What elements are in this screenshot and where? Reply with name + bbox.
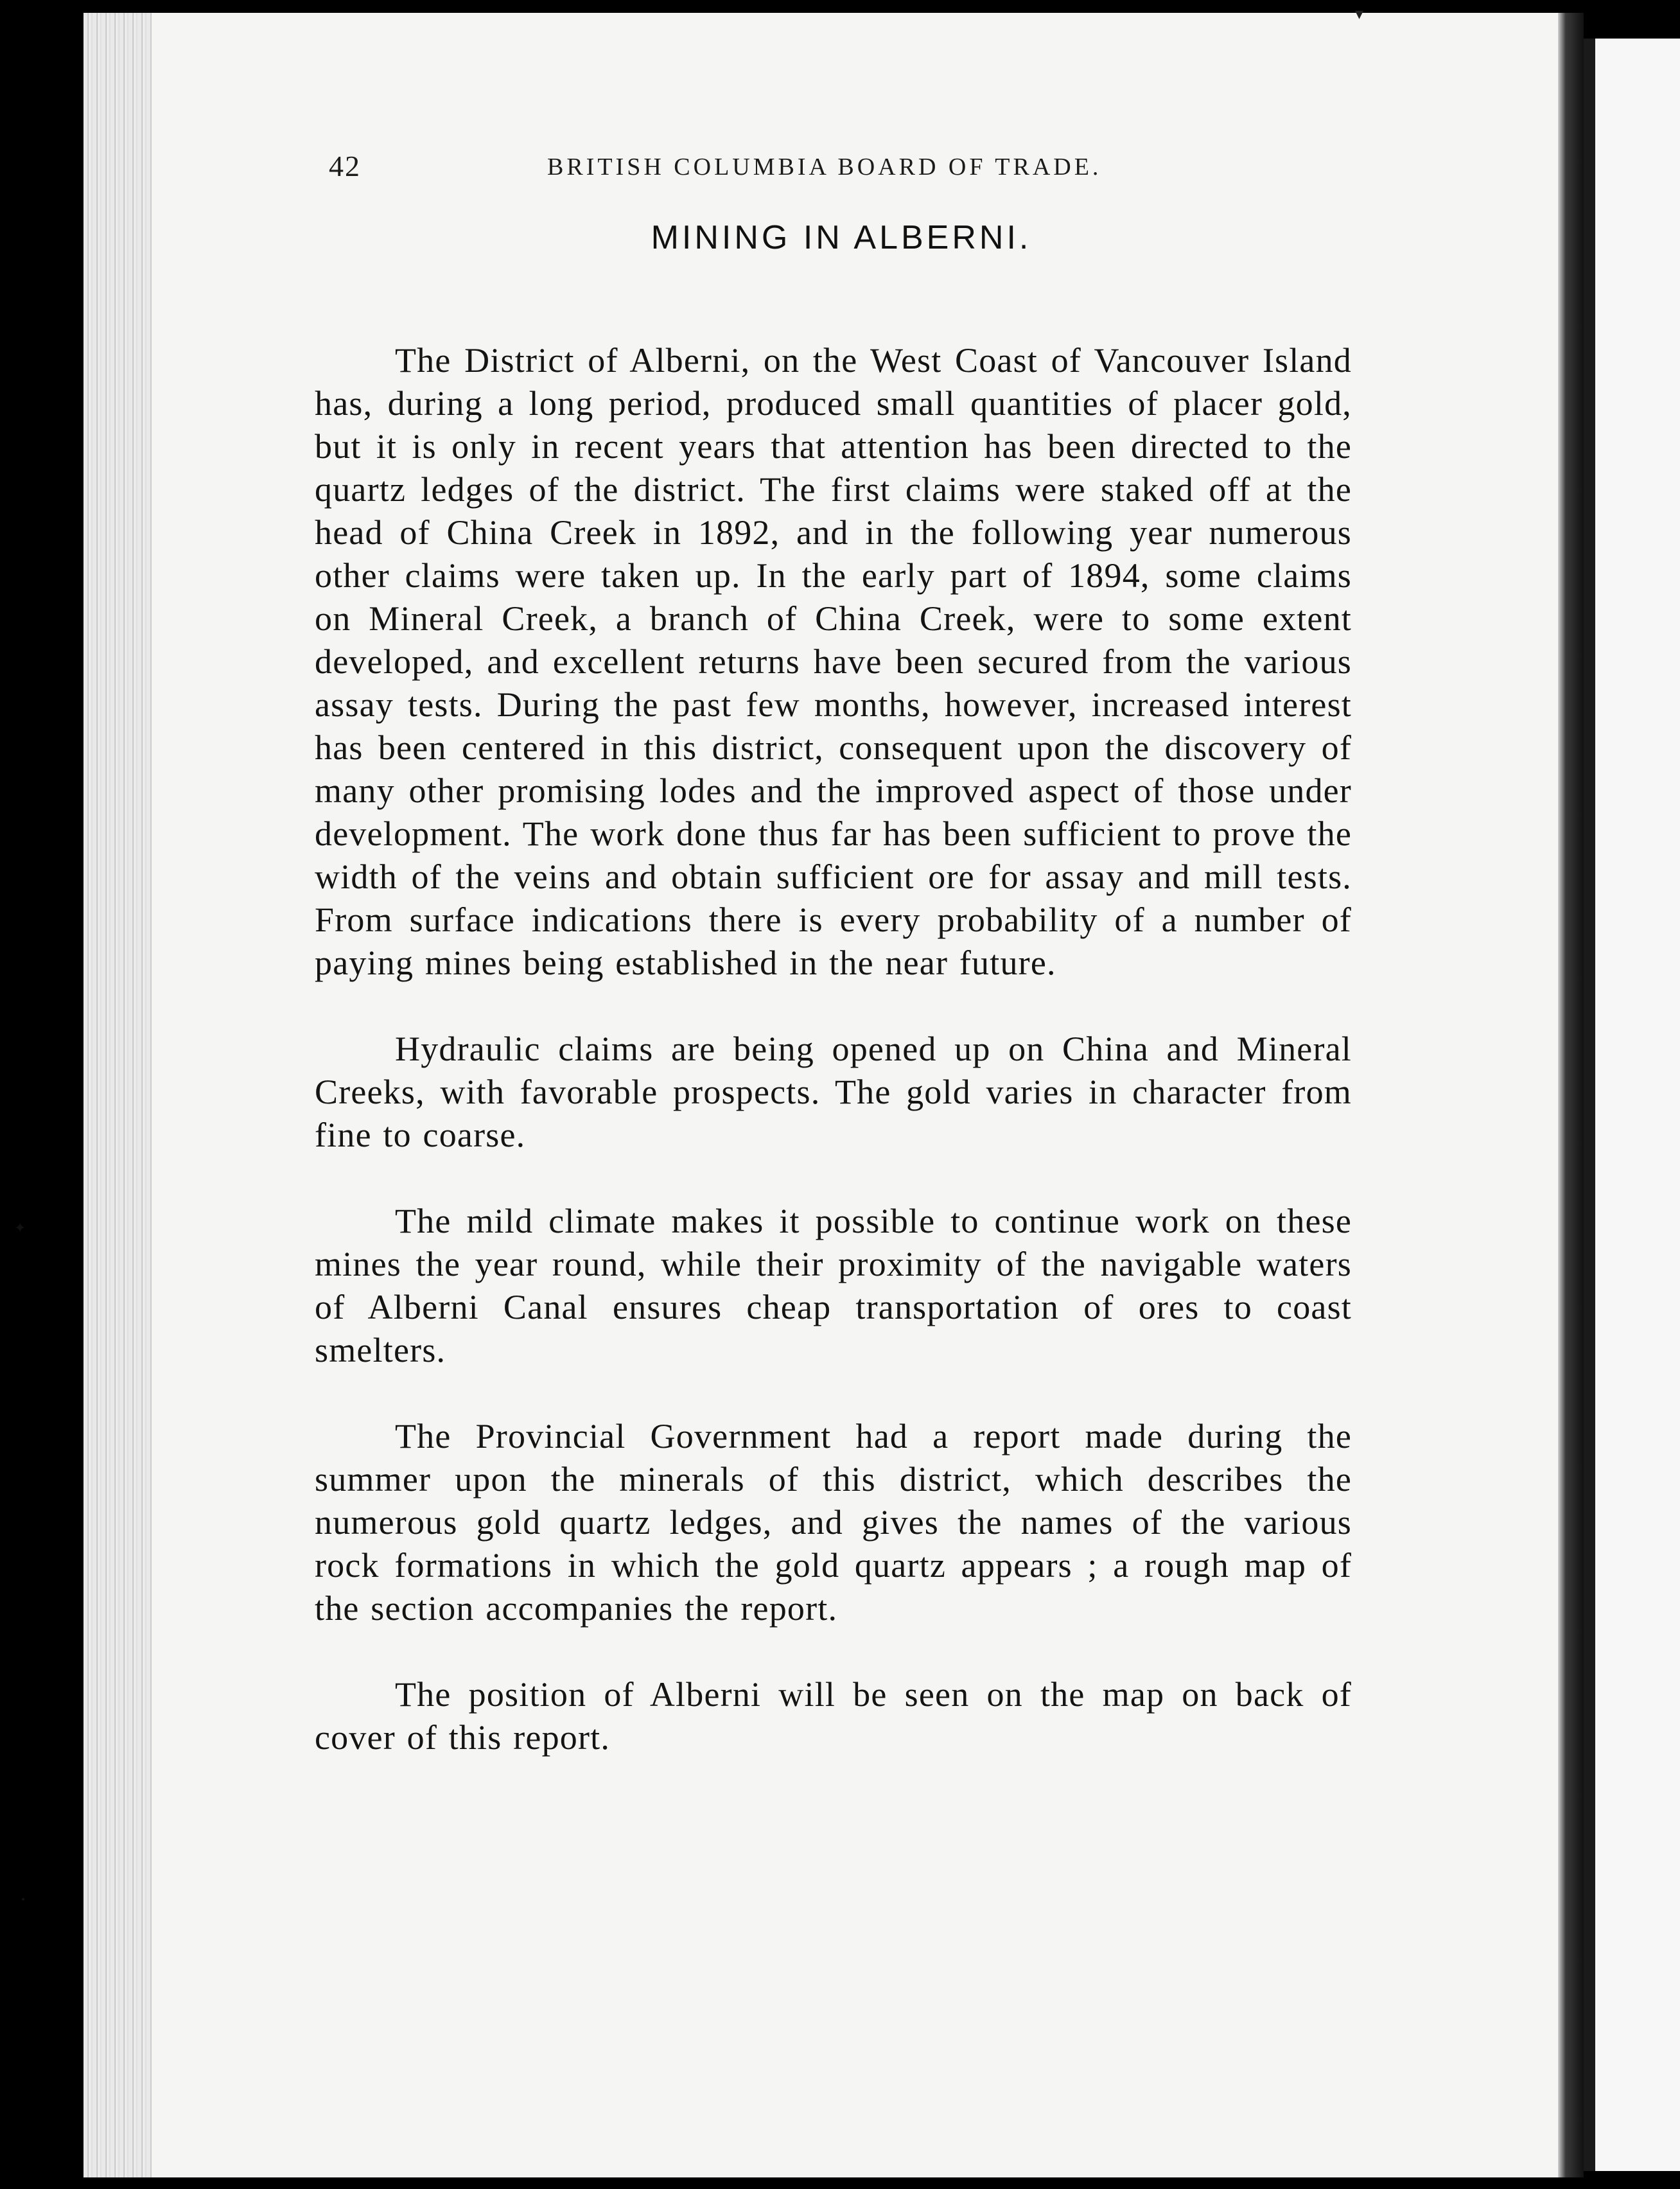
page-stack-edge xyxy=(83,13,154,2177)
page-number: 42 xyxy=(329,150,361,182)
paragraph: Hydraulic claims are being opened up on China and Mineral Creeks, with favorable prospects. The gold varies in character from fine to coarse. xyxy=(315,1030,1352,1154)
paragraph: The District of Alberni, on the West Coast of Vancouver Island has, during a long period, produced small quantities of placer gold, but it is only in recent years that attention has been directed to the quartz ledges of the district. The first claims were staked off at the head of China Creek in 1892, and in the following year numerous other claims were taken up. In the early part of 1894, some claims on Mineral Creek, a branch of China Creek, were to some extent developed, and excellent returns have been secured from the various assay tests. During the past few months, however, increased interest has been centered in this district, consequent upon the discovery of many other promising lodes and the improved aspect of those under development. The work done thus far has been sufficient to prove the width of the veins and obtain sufficient ore for assay and mill tests. From surface indications there is every probability of a number of paying mines being established in the near future. xyxy=(315,341,1352,982)
article-title: MINING IN ALBERNI. xyxy=(651,219,1032,256)
facing-page-shadow xyxy=(1584,39,1595,2171)
running-head xyxy=(321,149,1233,194)
facing-page-edge xyxy=(1584,39,1680,2171)
paragraph: The mild climate makes it possible to continue work on these mines the year round, while their proximity of the navigable waters of Alberni Canal ensures cheap transportation of ores to coast smelters. xyxy=(315,1202,1352,1369)
margin-speck-icon: ✦ xyxy=(14,1220,26,1236)
article-body xyxy=(315,339,1352,1759)
book-edge-shadow xyxy=(1558,13,1584,2177)
paragraph: The position of Alberni will be seen on the map on back of cover of this report. xyxy=(315,1675,1352,1757)
margin-speck-icon: • xyxy=(21,1895,26,1905)
scan-speck-icon: ▾ xyxy=(1355,4,1364,23)
journal-title: BRITISH COLUMBIA BOARD OF TRADE. xyxy=(547,154,1102,180)
paragraph: The Provincial Government had a report made during the summer upon the minerals of this district, which describes the numerous gold quartz ledges, and gives the names of the various rock formations in which the gold quartz appears ; a rough map of the section accompanies the report. xyxy=(315,1417,1352,1628)
